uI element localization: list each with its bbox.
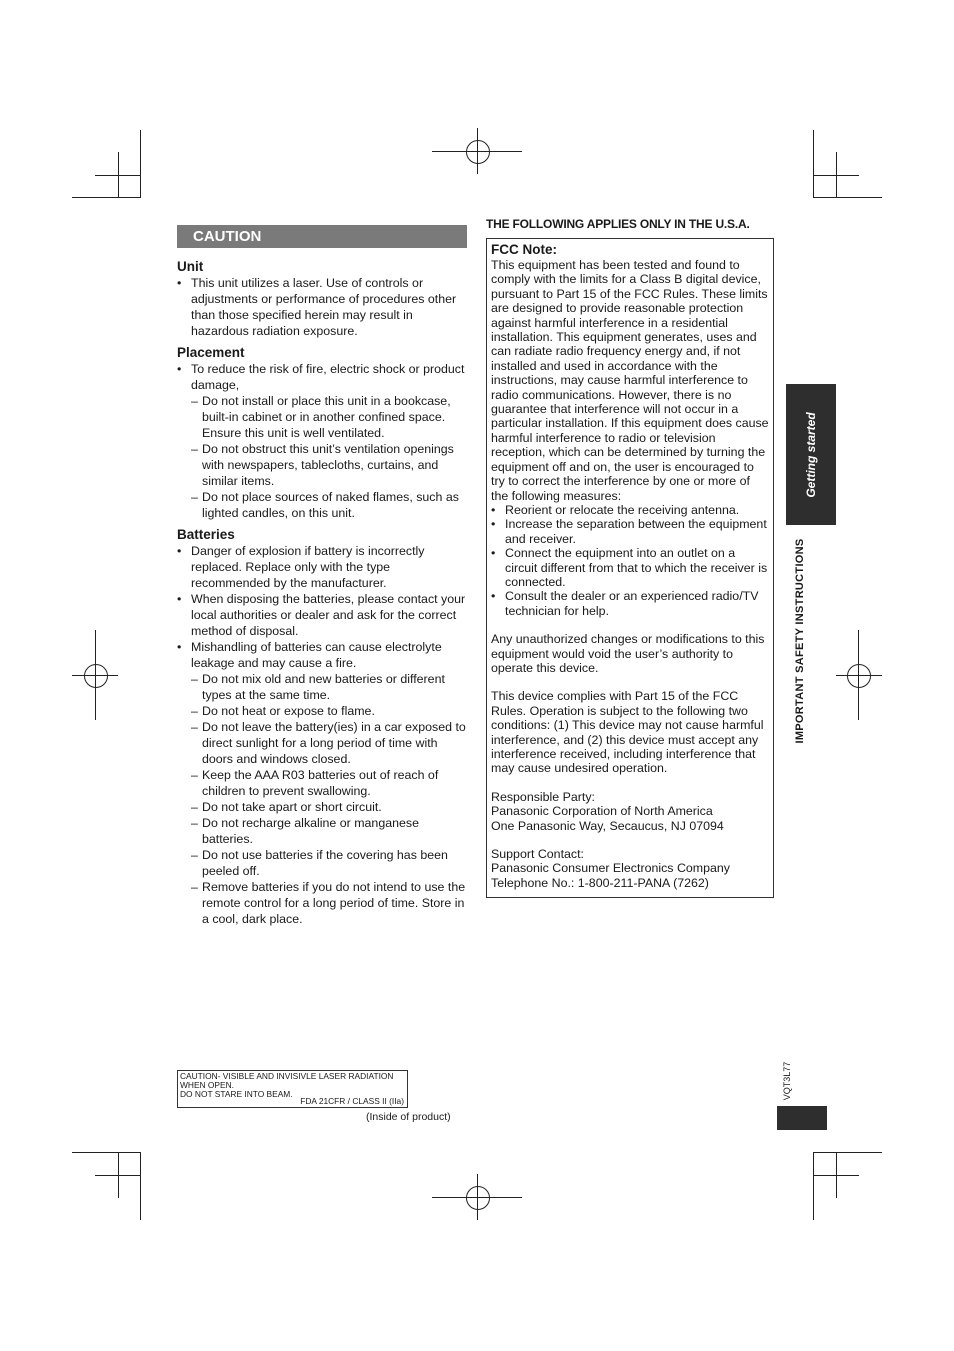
- fcc-note-box: [486, 238, 774, 898]
- crop-mark: [813, 1152, 882, 1153]
- list-item: – Do not heat or expose to flame.: [191, 703, 467, 719]
- crop-mark: [813, 130, 814, 198]
- crop-mark: [813, 1175, 859, 1176]
- batteries-sublist: [191, 671, 467, 927]
- fcc-changes: Any unauthorized changes or modifications to this equipment would void the user’s authority to operate this device.: [491, 632, 765, 675]
- placement-heading: Placement: [177, 345, 245, 360]
- list-item: – Do not install or place this unit in a bookcase, built-in cabinet or in another confined space. Ensure this unit is well ventilated.: [191, 393, 467, 441]
- responsible-address: One Panasonic Way, Secaucus, NJ 07094: [491, 818, 724, 833]
- list-item: [177, 639, 467, 927]
- placement-intro: To reduce the risk of fire, electric shock or product damage,: [191, 362, 465, 392]
- laser-caution-label: [177, 1070, 408, 1108]
- fcc-measures: [491, 503, 769, 618]
- list-item: • Danger of explosion if battery is incorrectly replaced. Replace only with the type recommended by the manufacturer.: [177, 543, 467, 591]
- registration-mark-icon: [847, 664, 871, 688]
- list-item: – Do not obstruct this unit’s ventilation openings with newspapers, tablecloths, curtains, and similar items.: [191, 441, 467, 489]
- page-number-block: [777, 1106, 827, 1130]
- registration-mark-icon: [466, 140, 490, 164]
- battery-warning: Mishandling of batteries can cause electrolyte leakage and may cause a fire.: [191, 640, 442, 670]
- list-item: • This unit utilizes a laser. Use of controls or adjustments or performance of procedures other than those specified herein may result in hazardous radiation exposure.: [177, 275, 467, 339]
- batteries-heading: Batteries: [177, 527, 235, 542]
- crop-mark: [813, 1152, 814, 1220]
- caution-column: [177, 225, 467, 933]
- crop-mark: [95, 1175, 140, 1176]
- fcc-title: FCC Note:: [491, 242, 557, 257]
- laser-line: WHEN OPEN.: [180, 1080, 234, 1091]
- fcc-intro: This equipment has been tested and found to comply with the limits for a Class B digital device, pursuant to Part 15 of the FCC Rules. These limits are designed to provide reasonable protection against harmful interference in a residential installation. This equipment generates, uses and can radiate radio frequency energy and, if not installed and used in accordance with the instructions, may cause harmful interference to radio communications. However, there is no guarantee that interference will not occur in a particular installation. If this equipment does cause harmful interference to radio or television reception, which can be determined by turning the equipment off and on, the user is encouraged to try to correct the interference by one or more of the following measures:: [491, 258, 769, 503]
- inside-product-note: (Inside of product): [366, 1111, 451, 1123]
- support-label: Support Contact:: [491, 847, 584, 862]
- list-item: • Reorient or relocate the receiving antenna.: [491, 503, 769, 517]
- crop-mark: [140, 1152, 141, 1220]
- section-title-vertical: [792, 533, 808, 748]
- list-item: – Do not take apart or short circuit.: [191, 799, 467, 815]
- list-item: • Increase the separation between the equipment and receiver.: [491, 517, 769, 546]
- laser-line: DO NOT STARE INTO BEAM.: [180, 1089, 293, 1100]
- model-code: [780, 1058, 794, 1104]
- list-item: • Consult the dealer or an experienced radio/TV technician for help.: [491, 589, 769, 618]
- caution-header: CAUTION: [177, 225, 467, 248]
- registration-mark-icon: [84, 664, 108, 688]
- registration-mark-icon: [836, 675, 882, 676]
- responsible-label: Responsible Party:: [491, 789, 595, 804]
- section-tab-label: Getting started: [804, 411, 818, 498]
- laser-line: CAUTION- VISIBLE AND INVISIVLE LASER RADIATION: [180, 1071, 394, 1081]
- placement-sublist: [191, 393, 467, 521]
- registration-mark-icon: [477, 128, 478, 174]
- support-phone: Telephone No.: 1-800-211-PANA (7262): [491, 875, 709, 890]
- list-item: – Remove batteries if you do not intend to use the remote control for a long period of time. Store in a cool, dark place.: [191, 879, 467, 927]
- section-title-label: IMPORTANT SAFETY INSTRUCTIONS: [794, 537, 806, 744]
- registration-mark-icon: [466, 1186, 490, 1210]
- list-item: [177, 361, 467, 521]
- list-item: • Connect the equipment into an outlet on a circuit different from that to which the receiver is connected.: [491, 546, 769, 589]
- registration-mark-icon: [477, 1174, 478, 1220]
- model-code-label: VQT3L77: [782, 1061, 792, 1101]
- fda-class: FDA 21CFR / CLASS II (IIa): [300, 1095, 404, 1106]
- unit-heading: Unit: [177, 259, 204, 274]
- usa-column: [486, 217, 774, 898]
- crop-mark: [140, 130, 141, 198]
- list-item: • When disposing the batteries, please contact your local authorities or dealer and ask for the correct method of disposal.: [177, 591, 467, 639]
- placement-list: [177, 361, 467, 521]
- responsible-name: Panasonic Corporation of North America: [491, 804, 713, 819]
- crop-mark: [72, 197, 140, 198]
- list-item: – Do not mix old and new batteries or different types at the same time.: [191, 671, 467, 703]
- support-name: Panasonic Consumer Electronics Company: [491, 861, 730, 876]
- crop-mark: [813, 197, 882, 198]
- crop-mark: [813, 175, 859, 176]
- registration-mark-icon: [858, 630, 859, 720]
- list-item: – Do not recharge alkaline or manganese batteries.: [191, 815, 467, 847]
- unit-list: [177, 275, 467, 339]
- list-item: – Do not place sources of naked flames, such as lighted candles, on this unit.: [191, 489, 467, 521]
- list-item: – Do not use batteries if the covering has been peeled off.: [191, 847, 467, 879]
- fcc-part15: This device complies with Part 15 of the FCC Rules. Operation is subject to the following two conditions: (1) This device may not cause harmful interference, and (2) this device must accept any interference received, including interference that may cause undesired operation.: [491, 689, 764, 776]
- registration-mark-icon: [95, 630, 96, 720]
- list-item: – Keep the AAA R03 batteries out of reach of children to prevent swallowing.: [191, 767, 467, 799]
- crop-mark: [95, 175, 140, 176]
- batteries-list: [177, 543, 467, 927]
- crop-mark: [72, 1152, 140, 1153]
- usa-heading: THE FOLLOWING APPLIES ONLY IN THE U.S.A.: [486, 217, 750, 231]
- section-tab: [786, 384, 836, 525]
- list-item: – Do not leave the battery(ies) in a car exposed to direct sunlight for a long period of time with doors and windows closed.: [191, 719, 467, 767]
